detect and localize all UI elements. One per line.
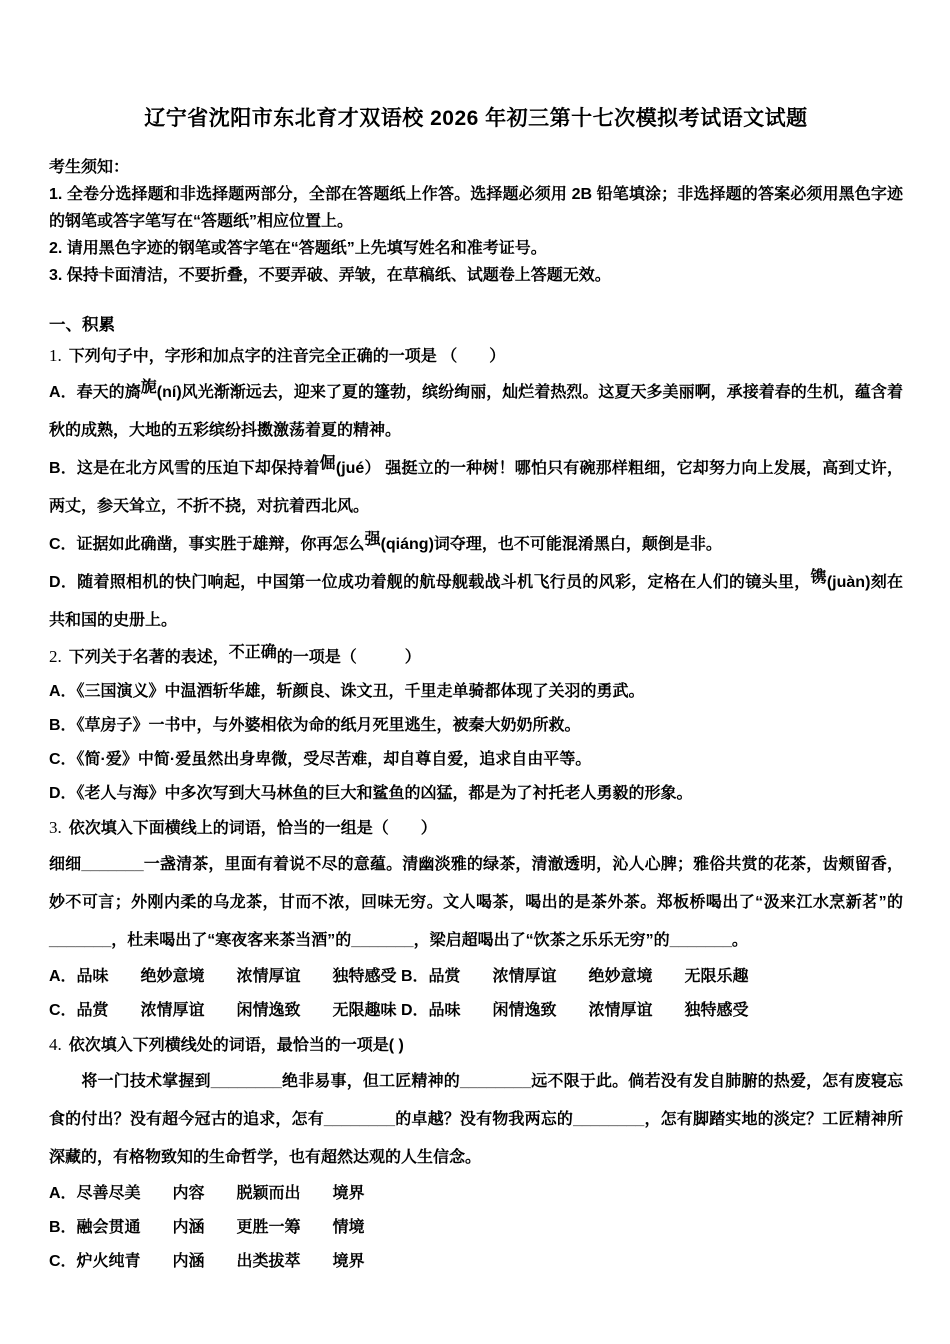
question-3 <box>49 811 903 1028</box>
question-3-stem <box>49 811 903 846</box>
spacer <box>49 289 903 311</box>
question-2-stem <box>49 640 903 675</box>
exam-title: 辽宁省沈阳市东北育才双语校 2026 年初三第十七次模拟考试语文试题 <box>144 107 808 130</box>
question-3-options-ab: A．品味 绝妙意境 浓情厚谊 独特感受 B．品赏 浓情厚谊 绝妙意境 无限乐趣 <box>49 968 749 985</box>
question-1-number: 1. <box>49 346 62 365</box>
notice-item-3: 3. 保持卡面清洁，不要折叠，不要弄破、弄皱，在草稿纸、试题卷上答题无效。 <box>49 267 611 284</box>
question-1 <box>49 339 903 640</box>
question-4-option-a: A．尽善尽美 内容 脱颖而出 境界 <box>49 1185 365 1202</box>
question-4-option-b: B．融会贯通 内涵 更胜一筹 情境 <box>49 1219 365 1236</box>
question-2-stem-text: 下列关于名著的表述，不正确的一项是（ ） <box>68 644 421 666</box>
question-1-option-a: A．春天的旖旎(ní)风光渐渐远去，迎来了夏的篷勃，缤纷绚丽，灿烂着热烈。这夏天多美丽啊，承接着春的生机，蕴含着秋的成熟，大地的五彩缤纷抖擞激荡着夏的精神。 <box>49 379 903 439</box>
question-4-stem-text: 依次填入下列横线处的词语，最恰当的一项是( ) <box>68 1037 404 1054</box>
notice-heading: 考生须知： <box>49 159 130 176</box>
question-1-option-c: C．证据如此确凿，事实胜于雄辩，你再怎么强(qiáng)词夺理，也不可能混淆黑白，颠倒是非。 <box>49 531 722 553</box>
question-4-option-c: C．炉火纯青 内涵 出类拔萃 境界 <box>49 1253 365 1270</box>
question-1-stem <box>49 339 903 374</box>
question-4-passage: 将一门技术掌握到________绝非易事，但工匠精神的________远不限于此。倘若没有发自肺腑的热爱，怎有废寝忘食的付出？没有超今冠古的追求，怎有________的卓越？没有物我两忘的________，怎有脚踏实地的淡定？工匠精神所深藏的，有格物致知的生命哲学，也有超然达观的人生信念。 <box>49 1073 903 1166</box>
section-heading-accumulation: 一、积累 <box>49 316 115 334</box>
question-2-option-d: D．《老人与海》中多次写到大马林鱼的巨大和鲨鱼的凶猛，都是为了衬托老人勇毅的形象。 <box>49 785 693 802</box>
question-2-option-c: C．《简·爱》中简·爱虽然出身卑微，受尽苦难，却自尊自爱，追求自由平等。 <box>49 751 592 768</box>
question-3-passage: 细细_______一盏清茶，里面有着说不尽的意蕴。清幽淡雅的绿茶，清澈透明，沁人心脾；雅俗共赏的花茶，齿颊留香，妙不可言；外刚内柔的乌龙茶，甘而不浓，回味无穷。文人喝茶，喝出的是茶外茶。郑板桥喝出了“汲来江水烹新茗”的_______，杜耒喝出了“寒夜客来茶当酒”的_______，梁启超喝出了“饮茶之乐乐无穷”的_______。 <box>49 856 903 949</box>
notice-item-2: 2. 请用黑色字迹的钢笔或答字笔在“答题纸”上先填写姓名和准考证号。 <box>49 240 547 257</box>
question-1-option-d: D．随着照相机的快门响起，中国第一位成功着舰的航母舰载战斗机飞行员的风彩，定格在人们的镜头里，镌(juàn)刻在共和国的史册上。 <box>49 569 903 629</box>
question-2-option-b: B．《草房子》一书中，与外婆相依为命的纸月死里逃生，被秦大奶奶所救。 <box>49 717 581 734</box>
notice-block <box>49 154 903 289</box>
question-4-stem <box>49 1028 903 1063</box>
question-1-stem-text: 下列句子中，字形和加点字的注音完全正确的一项是 （ ） <box>68 348 506 365</box>
question-4-number: 4. <box>49 1035 62 1054</box>
question-2-number: 2. <box>49 647 62 666</box>
question-3-options-cd: C．品赏 浓情厚谊 闲情逸致 无限趣味 D．品味 闲情逸致 浓情厚谊 独特感受 <box>49 1002 749 1019</box>
question-2 <box>49 640 903 811</box>
question-3-number: 3. <box>49 818 62 837</box>
question-3-stem-text: 依次填入下面横线上的词语，恰当的一组是（ ） <box>68 820 437 837</box>
notice-item-1: 1. 全卷分选择题和非选择题两部分，全部在答题纸上作答。选择题必须用 2B 铅笔填涂；非选择题的答案必须用黑色字迹的钢笔或答字笔写在“答题纸”相应位置上。 <box>49 186 903 230</box>
question-2-option-a: A．《三国演义》中温酒斩华雄，斩颜良、诛文丑，千里走单骑都体现了关羽的勇武。 <box>49 683 645 700</box>
question-1-option-b: B．这是在北方风雪的压迫下却保持着倔(jué） 强挺立的一种树！哪怕只有碗那样粗细，它却努力向上发展，高到丈许，两丈，参天耸立，不折不挠，对抗着西北风。 <box>49 455 903 515</box>
question-4 <box>49 1028 903 1279</box>
